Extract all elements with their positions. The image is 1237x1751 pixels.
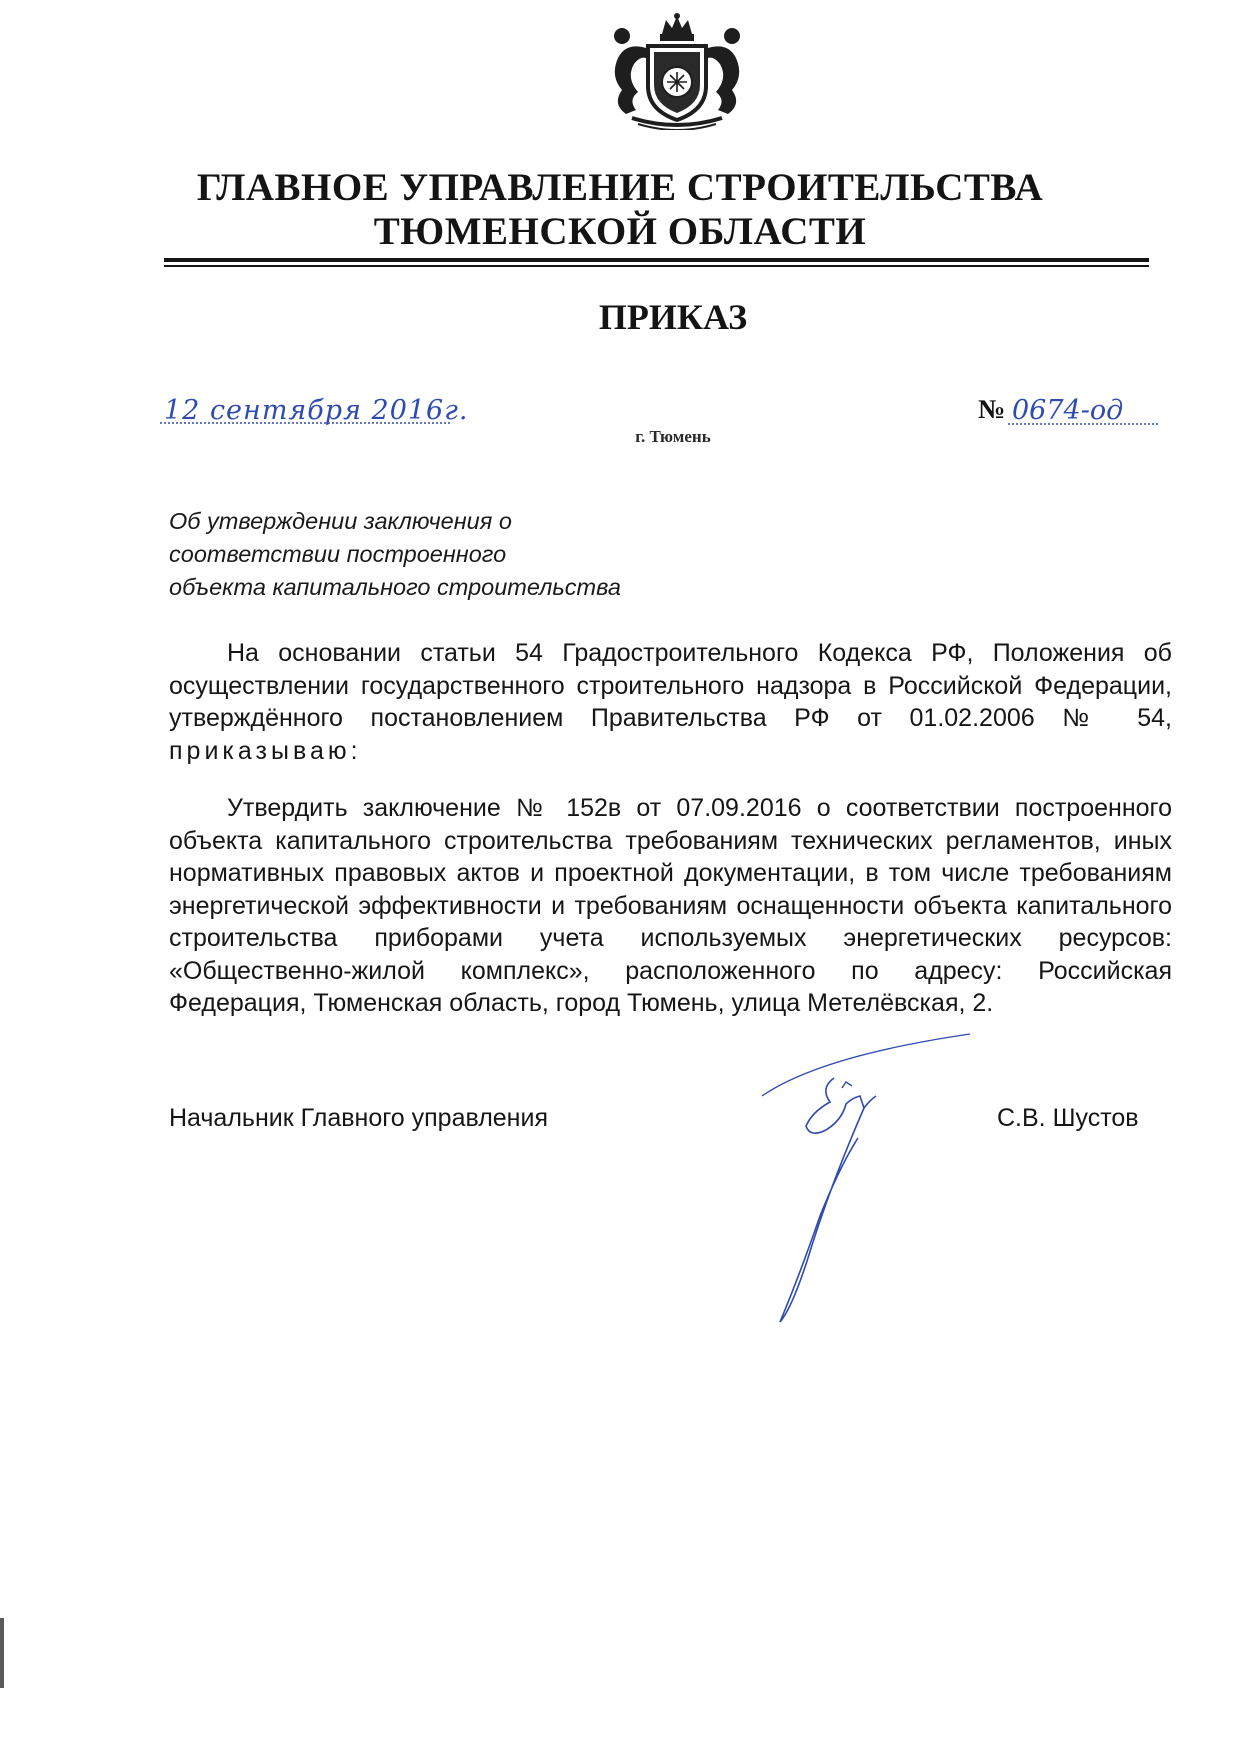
handwritten-date: 12 сентября 2016г. <box>164 395 469 426</box>
number-label: № <box>978 394 1006 424</box>
document-subject <box>169 505 769 604</box>
order-word: приказываю: <box>169 736 362 765</box>
handwritten-signature <box>760 1026 990 1324</box>
city: г. Тюмень <box>635 427 711 446</box>
organization-name-line2: ТЮМЕНСКОЙ ОБЛАСТИ <box>373 210 867 253</box>
date-underline <box>160 420 450 426</box>
subject-line: объекта капитального строительства <box>169 574 621 600</box>
subject-line: Об утверждении заключения о <box>169 508 512 534</box>
subject-line: соответствии построенного <box>169 541 507 567</box>
document-type: ПРИКАЗ <box>598 297 748 337</box>
header-rule-thick <box>164 258 1149 262</box>
organization-name-line1: ГЛАВНОЕ УПРАВЛЕНИЕ СТРОИТЕЛЬСТВА <box>196 166 1044 209</box>
order-paragraph: Утвердить заключение № 152в от 07.09.2016 о соответствии построенного объекта капитального строительства требованиям технических регламентов, иных нормативных правовых актов и проектной документации, в том числе требованиям энергетической эффективности и требованиям оснащенности объекта капитального строительства приборами учета используемых энергетических ресурсов: «Общественно-жилой комплекс», расположенного по адресу: Российская Федерация, Тюменская область, город Тюмень, улица Метелёвская, 2. <box>169 794 1172 1017</box>
handwritten-number: 0674-од <box>1012 395 1124 426</box>
basis-paragraph <box>169 637 1172 767</box>
coat-of-arms-icon <box>596 12 758 130</box>
signatory-position: Начальник Главного управления <box>169 1104 548 1132</box>
header-rule-thin <box>164 265 1149 267</box>
signatory-name: С.В. Шустов <box>997 1104 1139 1132</box>
scan-edge-mark <box>0 1618 4 1688</box>
basis-text: На основании статьи 54 Градостроительного Кодекса РФ, Положения об осуществлении государственного строительного надзора в Российской Федерации, утверждённого постановлением Правительства РФ от 01.02.2006 № 54, <box>169 639 1172 732</box>
